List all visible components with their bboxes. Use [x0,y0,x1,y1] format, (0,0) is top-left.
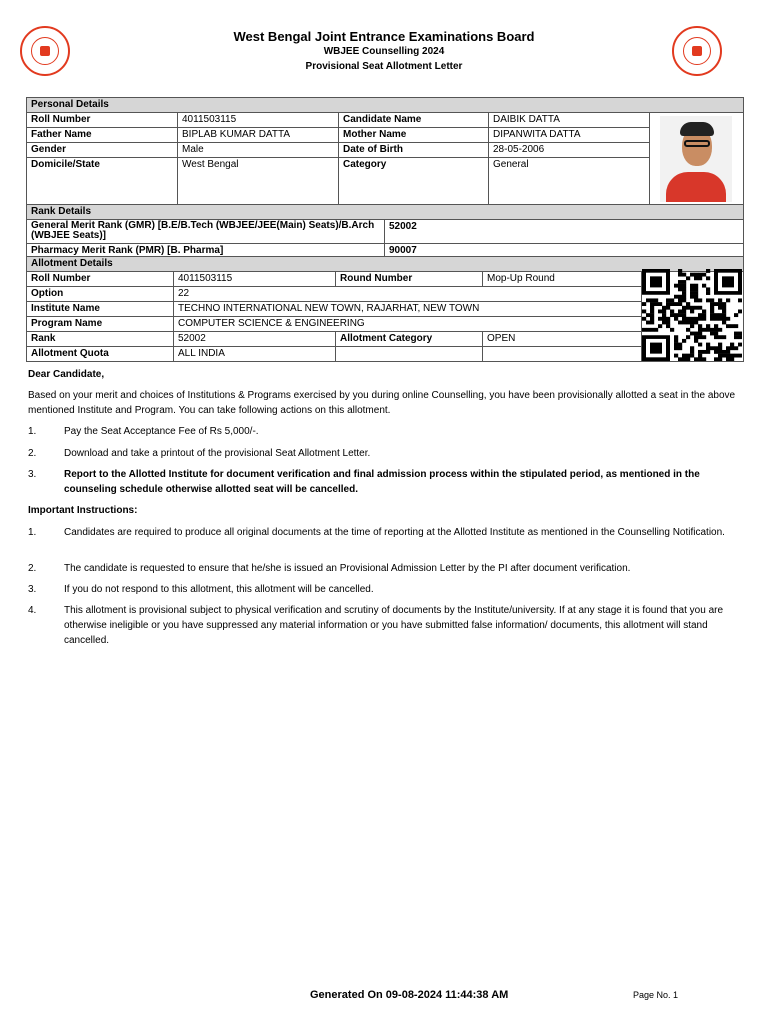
value-domicile: West Bengal [178,158,339,206]
label-dob: Date of Birth [339,143,489,158]
section-header-rank: Rank Details [27,205,744,220]
value-pmr: 90007 [385,244,744,259]
label-mother-name: Mother Name [339,128,489,143]
qr-code [642,269,742,361]
label-pmr: Pharmacy Merit Rank (PMR) [B. Pharma] [27,244,385,259]
instruction-item: If you do not respond to this allotment, this allotment will be cancelled. [64,584,374,595]
label-gender: Gender [27,143,178,158]
instruction-number: 3. [28,584,37,595]
value-program: COMPUTER SCIENCE & ENGINEERING [174,317,642,332]
instructions-heading: Important Instructions: [28,505,138,516]
value-allot-roll: 4011503115 [174,272,336,287]
label-father-name: Father Name [27,128,178,143]
generated-timestamp: Generated On 09-08-2024 11:44:38 AM [310,989,509,1001]
label-allotment-category: Allotment Category [336,332,483,347]
section-header-allotment: Allotment Details [27,257,744,272]
label-candidate-name: Candidate Name [339,113,489,128]
value-gender: Male [178,143,339,158]
personal-details-table [26,97,744,206]
page-number: Page No. 1 [633,990,679,1000]
value-round: Mop-Up Round [483,272,642,287]
greeting: Dear Candidate, [28,369,105,380]
value-quota: ALL INDIA [174,347,336,362]
letter-title: Provisional Seat Allotment Letter [305,61,463,72]
value-gmr: 52002 [385,220,744,244]
label-program: Program Name [27,317,174,332]
label-category: Category [339,158,489,206]
label-domicile: Domicile/State [27,158,178,206]
value-rank: 52002 [174,332,336,347]
label-round: Round Number [336,272,483,287]
label-option: Option [27,287,174,302]
candidate-photo [660,116,732,202]
action-item: Pay the Seat Acceptance Fee of Rs 5,000/-. [64,426,259,437]
photo-cell [650,113,744,206]
label-gmr: General Merit Rank (GMR) [B.E/B.Tech (WBJEE/JEE(Main) Seats)/B.Arch (WBJEE Seats)] [27,220,385,244]
instruction-number: 1. [28,527,37,538]
instruction-item: Candidates are required to produce all original documents at the time of reporting at the Allotted Institute as mentioned in the Counselling Notification. [64,527,725,538]
action-item: Download and take a printout of the provisional Seat Allotment Letter. [64,448,371,459]
value-institute: TECHNO INTERNATIONAL NEW TOWN, RAJARHAT, NEW TOWN [174,302,642,317]
value-roll-number: 4011503115 [178,113,339,128]
value-allotment-category: OPEN [483,332,642,347]
empty-cell [483,347,642,362]
action-number: 3. [28,469,37,480]
instruction-number: 4. [28,605,37,616]
instruction-number: 2. [28,563,37,574]
label-allot-roll: Roll Number [27,272,174,287]
value-dob: 28-05-2006 [489,143,650,158]
value-option: 22 [174,287,642,302]
action-number: 1. [28,426,37,437]
section-header-personal: Personal Details [27,98,744,113]
value-candidate-name: DAIBIK DATTA [489,113,650,128]
instruction-item: This allotment is provisional subject to physical verification and scrutiny of documents by the Institute/university. If at any stage it is found that you are otherwise ineligible or you have suppressed any material information or you have submitted false information/ documents, this allotment will stand cancelled. [64,605,724,646]
action-item: Report to the Allotted Institute for document verification and final admission process within the stipulated period, as mentioned in the counseling schedule otherwise allotted seat will be cancelled. [64,469,700,495]
label-quota: Allotment Quota [27,347,174,362]
label-roll-number: Roll Number [27,113,178,128]
allotment-details-table [26,256,744,362]
label-institute: Institute Name [27,302,174,317]
value-category: General [489,158,650,206]
empty-cell [336,347,483,362]
action-number: 2. [28,448,37,459]
value-mother-name: DIPANWITA DATTA [489,128,650,143]
label-rank: Rank [27,332,174,347]
rank-details-table [26,204,744,259]
board-title: West Bengal Joint Entrance Examinations Board [233,29,535,44]
instruction-item: The candidate is requested to ensure that he/she is issued an Provisional Admission Letter by the PI after document verification. [64,563,631,574]
counselling-subtitle: WBJEE Counselling 2024 [323,46,445,57]
intro-paragraph: Based on your merit and choices of Institutions & Programs exercised by you during online Counselling, you have been provisionally allotted a seat in the above mentioned Institute and Program. You can take following actions on this allotment. [28,390,736,416]
value-father-name: BIPLAB KUMAR DATTA [178,128,339,143]
